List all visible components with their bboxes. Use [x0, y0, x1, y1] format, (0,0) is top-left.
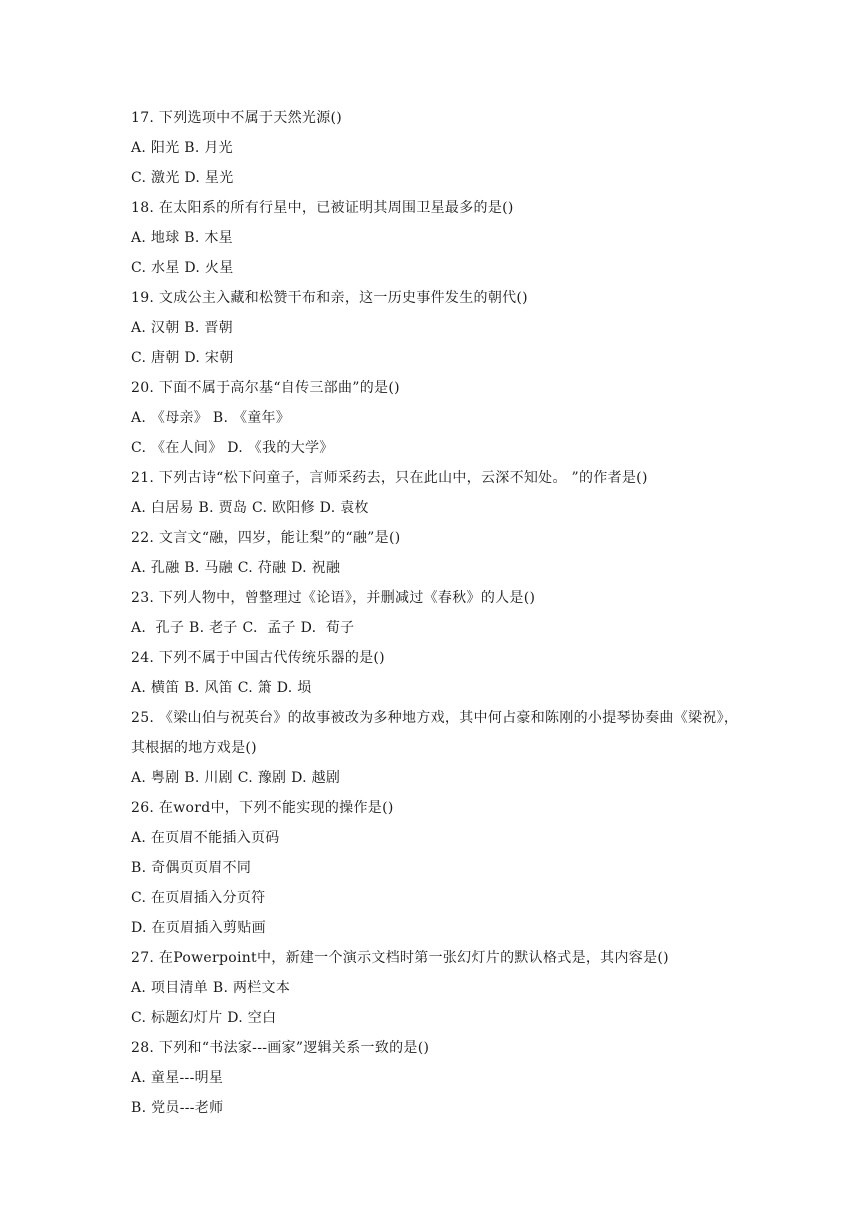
- options-28-b: B. 党员---老师: [131, 1100, 224, 1116]
- question-25: 25. 《梁山伯与祝英台》的故事被改为多种地方戏，其中何占豪和陈刚的小提琴协奏曲《梁祝》，其根据的地方戏是(): [131, 710, 739, 756]
- options-26-b: B. 奇偶页页眉不同: [131, 860, 252, 876]
- options-23: A. 孔子 B. 老子 C. 孟子 D. 荀子: [131, 620, 355, 636]
- question-21: 21. 下列古诗“松下问童子，言师采药去，只在此山中，云深不知处。 ”的作者是(): [131, 470, 648, 486]
- options-27-cd: C. 标题幻灯片 D. 空白: [131, 1010, 277, 1026]
- options-18-cd: C. 水星 D. 火星: [131, 260, 234, 276]
- question-20: 20. 下面不属于高尔基“自传三部曲”的是(): [131, 380, 400, 396]
- options-19-cd: C. 唐朝 D. 宋朝: [131, 350, 234, 366]
- options-21: A. 白居易 B. 贾岛 C. 欧阳修 D. 袁枚: [131, 500, 369, 516]
- options-28-a: A. 童星---明星: [131, 1070, 224, 1086]
- options-20-cd: C. 《在人间》 D. 《我的大学》: [131, 440, 334, 456]
- options-17-cd: C. 激光 D. 星光: [131, 170, 234, 186]
- options-27-ab: A. 项目清单 B. 两栏文本: [131, 980, 291, 996]
- question-28: 28. 下列和“书法家---画家”逻辑关系一致的是(): [131, 1040, 430, 1056]
- question-17: 17. 下列选项中不属于天然光源(): [131, 110, 343, 126]
- document-page: [131, 103, 751, 1123]
- options-22: A. 孔融 B. 马融 C. 苻融 D. 祝融: [131, 560, 341, 576]
- question-24: 24. 下列不属于中国古代传统乐器的是(): [131, 650, 385, 666]
- options-26-d: D. 在页眉插入剪贴画: [131, 920, 266, 936]
- options-20-ab: A. 《母亲》 B. 《童年》: [131, 410, 291, 426]
- question-18: 18. 在太阳系的所有行星中，已被证明其周围卫星最多的是(): [131, 200, 514, 216]
- question-19: 19. 文成公主入藏和松赞干布和亲，这一历史事件发生的朝代(): [131, 290, 528, 306]
- options-24: A. 横笛 B. 风笛 C. 箫 D. 埙: [131, 680, 312, 696]
- question-22: 22. 文言文“融，四岁，能让梨”的“融”是(): [131, 530, 401, 546]
- options-25: A. 粤剧 B. 川剧 C. 豫剧 D. 越剧: [131, 770, 341, 786]
- options-26-a: A. 在页眉不能插入页码: [131, 830, 280, 846]
- options-19-ab: A. 汉朝 B. 晋朝: [131, 320, 233, 336]
- question-23: 23. 下列人物中，曾整理过《论语》，并删减过《春秋》的人是(): [131, 590, 536, 606]
- question-27: 27. 在Powerpoint中，新建一个演示文档时第一张幻灯片的默认格式是，其内容是(): [131, 950, 669, 966]
- options-17-ab: A. 阳光 B. 月光: [131, 140, 233, 156]
- options-18-ab: A. 地球 B. 木星: [131, 230, 233, 246]
- question-26: 26. 在word中，下列不能实现的操作是(): [131, 800, 394, 816]
- options-26-c: C. 在页眉插入分页符: [131, 890, 266, 906]
